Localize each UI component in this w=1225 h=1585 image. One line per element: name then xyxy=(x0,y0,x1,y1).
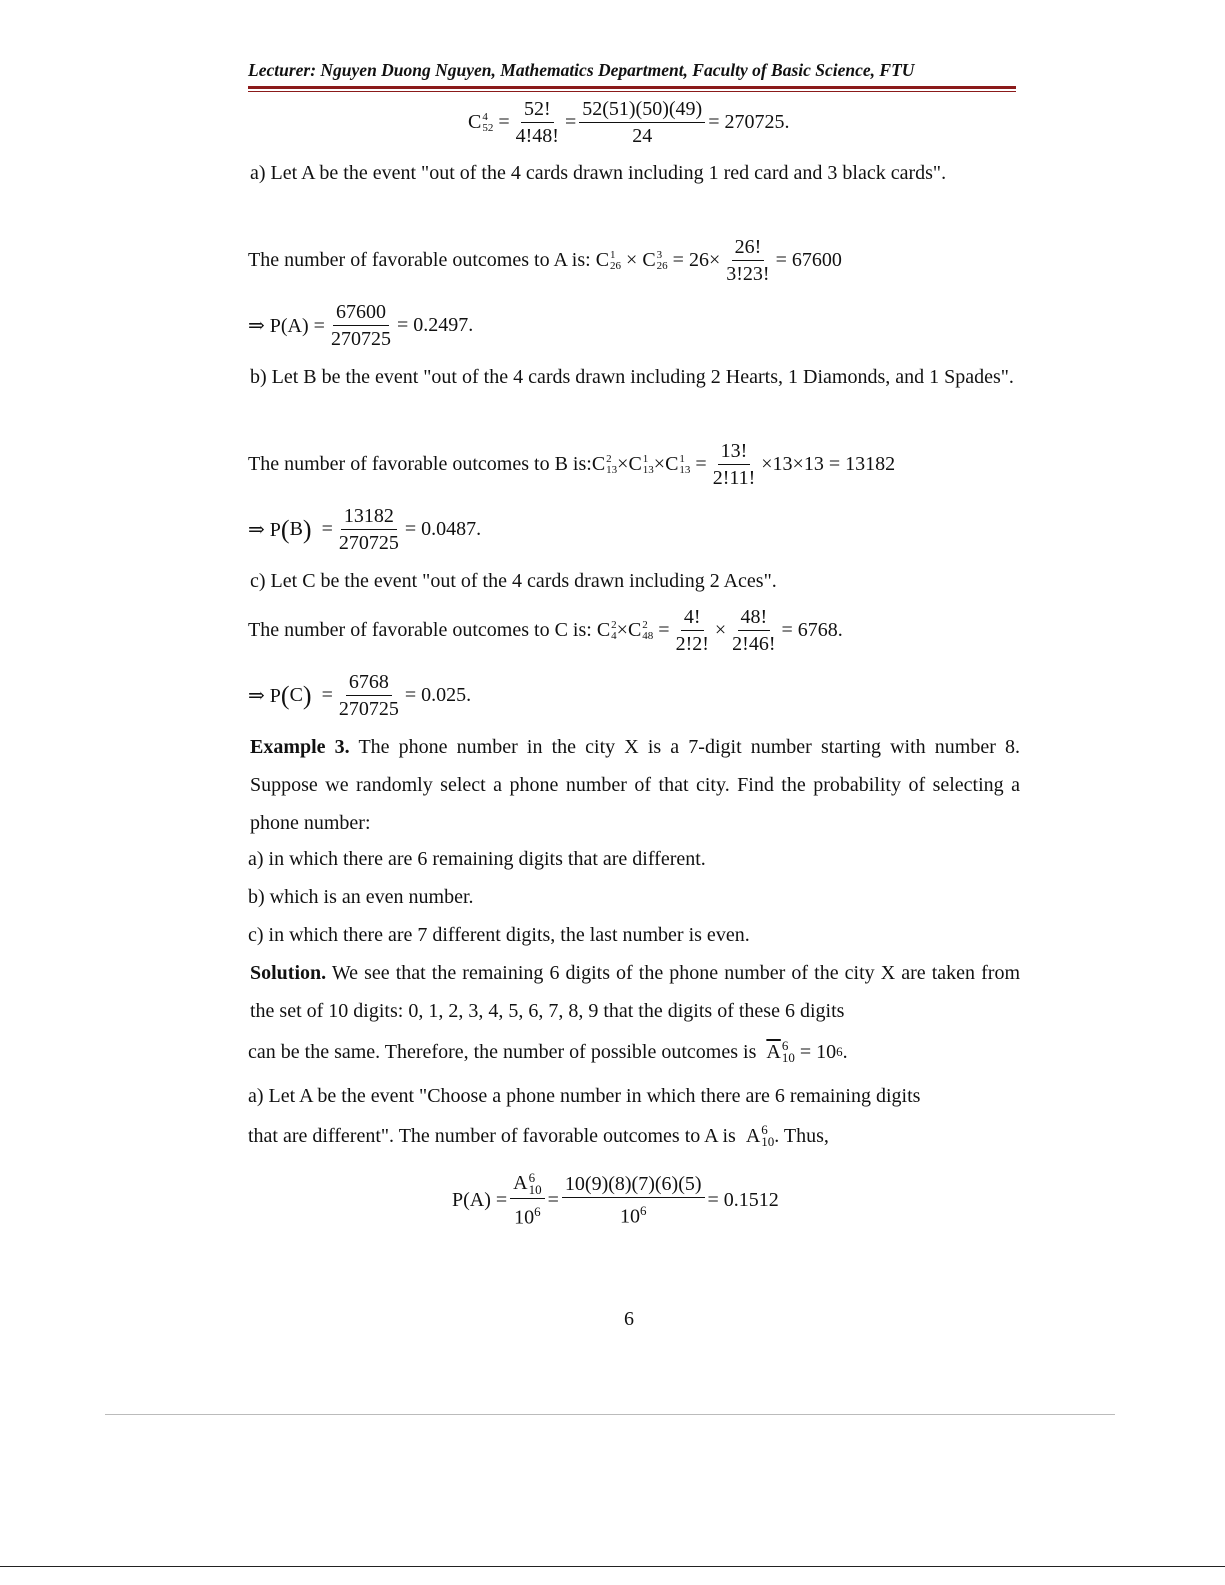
example-3-item-b: b) which is an even number. xyxy=(248,886,474,908)
page-edge xyxy=(0,1566,1225,1567)
example-3-item-c: c) in which there are 7 different digits, the last number is even. xyxy=(248,924,750,946)
part-c-probability: ⇒ P ( C ) = $\frac{6768}{270725}$ = 0.025. xyxy=(248,671,472,720)
solution-part-a-line2: that are different". The number of favorable outcomes to A is A 6 10 . Thus, xyxy=(248,1122,829,1149)
header-rule xyxy=(248,86,1016,89)
running-header: Lecturer: Nguyen Duong Nguyen, Mathematics Department, Faculty of Basic Science, FTU xyxy=(248,60,915,80)
part-c-text: c) Let C be the event "out of the 4 cards drawn including 2 Aces". xyxy=(250,570,777,592)
example-3-text: Example 3. The phone number in the city X is a 7-digit number starting with number 8. Suppose we randomly select a phone number of that city. Find the probability of selecting a phone number: xyxy=(250,736,1020,834)
solution-possible-outcomes: can be the same. Therefore, the number of possible outcomes is $\overline{A}$ 6 10 = 10 6 . xyxy=(248,1038,848,1065)
part-b-text: b) Let B be the event "out of the 4 cards drawn including 2 Hearts, 1 Diamonds, and 1 Spades". xyxy=(250,366,1014,388)
part-a-text: a) Let A be the event "out of the 4 cards drawn including 1 red card and 3 black cards". xyxy=(250,162,947,184)
part-a-probability: ⇒ P(A) = $\frac{67600}{270725}$ = 0.2497. xyxy=(248,301,474,350)
solution-probability-a: P(A) = A 6 10 $10^6$ = $\frac{10(9)(8)(7)(6)(5)}{10^6}$ = 0.1512 xyxy=(452,1170,779,1230)
solution-text: Solution. We see that the remaining 6 digits of the phone number of the city X are taken from the set of 10 digits: 0, 1, 2, 3, 4, 5, 6, 7, 8, 9 that the digits of these 6 digits xyxy=(250,962,1021,1022)
solution-part-a-line1: a) Let A be the event "Choose a phone number in which there are 6 remaining digits xyxy=(248,1085,921,1107)
part-a-favorable-equation: The number of favorable outcomes to A is: C 1 26 × C 3 26 = 26× $\frac{26!}{3!23!}$ = 67600 xyxy=(248,236,842,285)
page-number: 6 xyxy=(624,1308,634,1330)
header-rule-thin xyxy=(248,91,1016,92)
total-outcomes-equation: C 4 52 = $\frac{52!}{4!48!}$ = $\frac{52(51)(50)(49)}{24}$ = 270725. xyxy=(468,98,790,147)
part-b-favorable-equation: The number of favorable outcomes to B is: C 2 13 × C 1 13 × C 1 13 = $\frac{13!}{2!11!}$ ×13×13 = 13182 xyxy=(248,440,896,489)
example-3-item-a: a) in which there are 6 remaining digits that are different. xyxy=(248,848,706,870)
part-b-probability: ⇒ P ( B ) = $\frac{13182}{270725}$ = 0.0487. xyxy=(248,505,482,554)
footer-rule xyxy=(105,1414,1115,1415)
part-c-favorable-equation: The number of favorable outcomes to C is: C 2 4 × C 2 48 = $\frac{4!}{2!2!}$ × $\frac{48!}{2!46!}$ = 6768. xyxy=(248,606,843,655)
